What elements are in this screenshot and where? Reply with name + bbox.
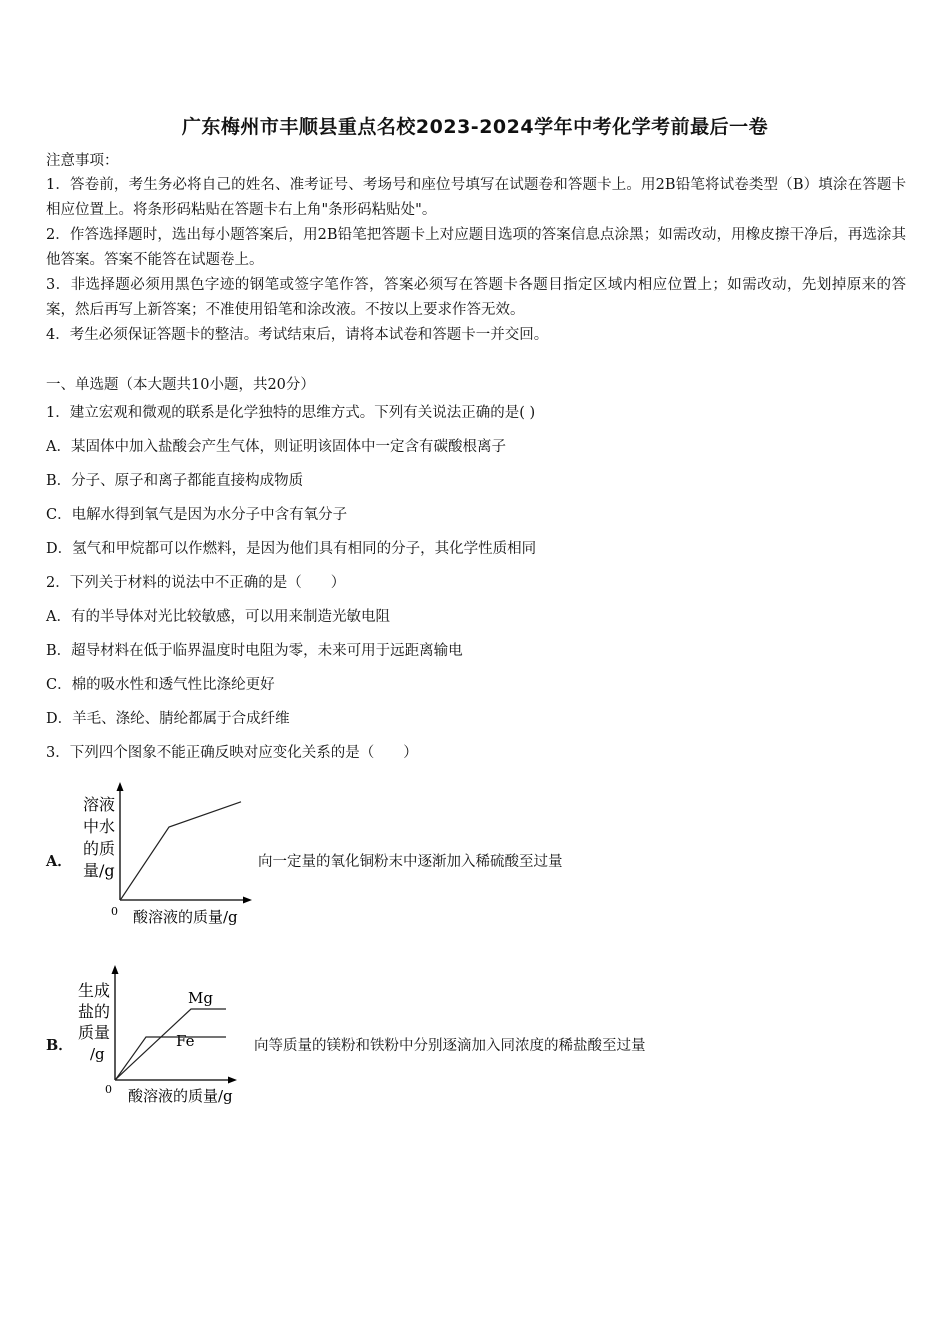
chart-a-line [121, 802, 241, 899]
chart-a-ylabel-3: 的质 [83, 839, 116, 858]
chart-a-label: A． [46, 853, 72, 870]
question-1-stem: 1．建立宏观和微观的联系是化学独特的思维方式。下列有关说法正确的是( ) [46, 405, 536, 421]
chart-b-ylabel-1: 生成 [78, 981, 111, 1000]
chart-a-ylabel-4: 量/g [83, 861, 115, 880]
notice-item-1: 1．答卷前，考生务必将自己的姓名、准考证号、考场号和座位号填写在试题卷和答题卡上。用2B铅笔将试卷类型（B）填涂在答题卡相应位置上。将条形码粘贴在答题卡右上角"条形码粘贴处"。 [46, 177, 906, 218]
chart-b-label-fe: Fe [176, 1032, 195, 1050]
notice-item-4: 4．考生必须保证答题卡的整洁。考试结束后，请将本试卷和答题卡一并交回。 [46, 327, 549, 343]
question-3-stem: 3．下列四个图象不能正确反映对应变化关系的是（ ） [46, 745, 418, 761]
chart-b-y-arrow [112, 965, 119, 974]
question-1-option-d: D．氢气和甲烷都可以作燃料，是因为他们具有相同的分子，其化学性质相同 [46, 541, 537, 557]
question-2-option-d: D．羊毛、涤纶、腈纶都属于合成纤维 [46, 711, 290, 727]
notice-item-2: 2．作答选择题时，选出每小题答案后，用2B铅笔把答题卡上对应题目选项的答案信息点涂黑；如需改动，用橡皮擦干净后，再选涂其他答案。答案不能答在试题卷上。 [46, 227, 906, 268]
chart-b-origin: 0 [105, 1083, 112, 1096]
notice-heading: 注意事项： [46, 153, 119, 169]
chart-a-xlabel: 酸溶液的质量/g [133, 908, 238, 926]
chart-a-description: 向一定量的氧化铜粉末中逐渐加入稀硫酸至过量 [258, 854, 563, 870]
question-2-stem: 2．下列关于材料的说法中不正确的是（ ） [46, 575, 346, 591]
chart-a-ylabel-2: 中水 [83, 817, 116, 836]
question-1-option-c: C．电解水得到氧气是因为水分子中含有氧分子 [46, 507, 348, 523]
chart-b-description: 向等质量的镁粉和铁粉中分别逐滴加入同浓度的稀盐酸至过量 [254, 1038, 646, 1054]
question-1-option-a: A．某固体中加入盐酸会产生气体，则证明该固体中一定含有碳酸根离子 [46, 439, 506, 455]
chart-b-ylabel-3: 质量 [78, 1023, 111, 1042]
question-2-option-a: A．有的半导体对光比较敏感，可以用来制造光敏电阻 [46, 609, 390, 625]
chart-b-line-mg [116, 1009, 226, 1079]
page-title: 广东梅州市丰顺县重点名校2023-2024学年中考化学考前最后一卷 [181, 116, 769, 138]
chart-b-label-mg: Mg [188, 989, 213, 1007]
notice-item-3: 3．非选择题必须用黑色字迹的钢笔或签字笔作答，答案必须写在答题卡各题目指定区域内相应位置上；如需改动，先划掉原来的答案，然后再写上新答案；不准使用铅笔和涂改液。不按以上要求作答无效。 [46, 277, 906, 318]
chart-b-x-arrow [228, 1077, 237, 1084]
chart-a-y-arrow [117, 782, 124, 791]
chart-b-line-fe [116, 1037, 226, 1079]
chart-a-origin: 0 [111, 905, 118, 918]
chart-a-ylabel-1: 溶液 [83, 795, 116, 814]
chart-a-x-arrow [243, 897, 252, 904]
question-2-option-b: B．超导材料在低于临界温度时电阻为零，未来可用于远距离输电 [46, 643, 463, 659]
question-1-option-b: B．分子、原子和离子都能直接构成物质 [46, 473, 304, 489]
chart-b-ylabel-2: 盐的 [78, 1002, 111, 1021]
section-heading: 一、单选题（本大题共10小题，共20分） [46, 377, 315, 393]
chart-b-xlabel: 酸溶液的质量/g [128, 1087, 233, 1105]
chart-b [70, 960, 270, 1110]
chart-b-ylabel-4: /g [90, 1045, 105, 1063]
chart-b-label: B． [46, 1037, 73, 1054]
chart-a [75, 778, 265, 928]
question-2-option-c: C．棉的吸水性和透气性比涤纶更好 [46, 677, 275, 693]
